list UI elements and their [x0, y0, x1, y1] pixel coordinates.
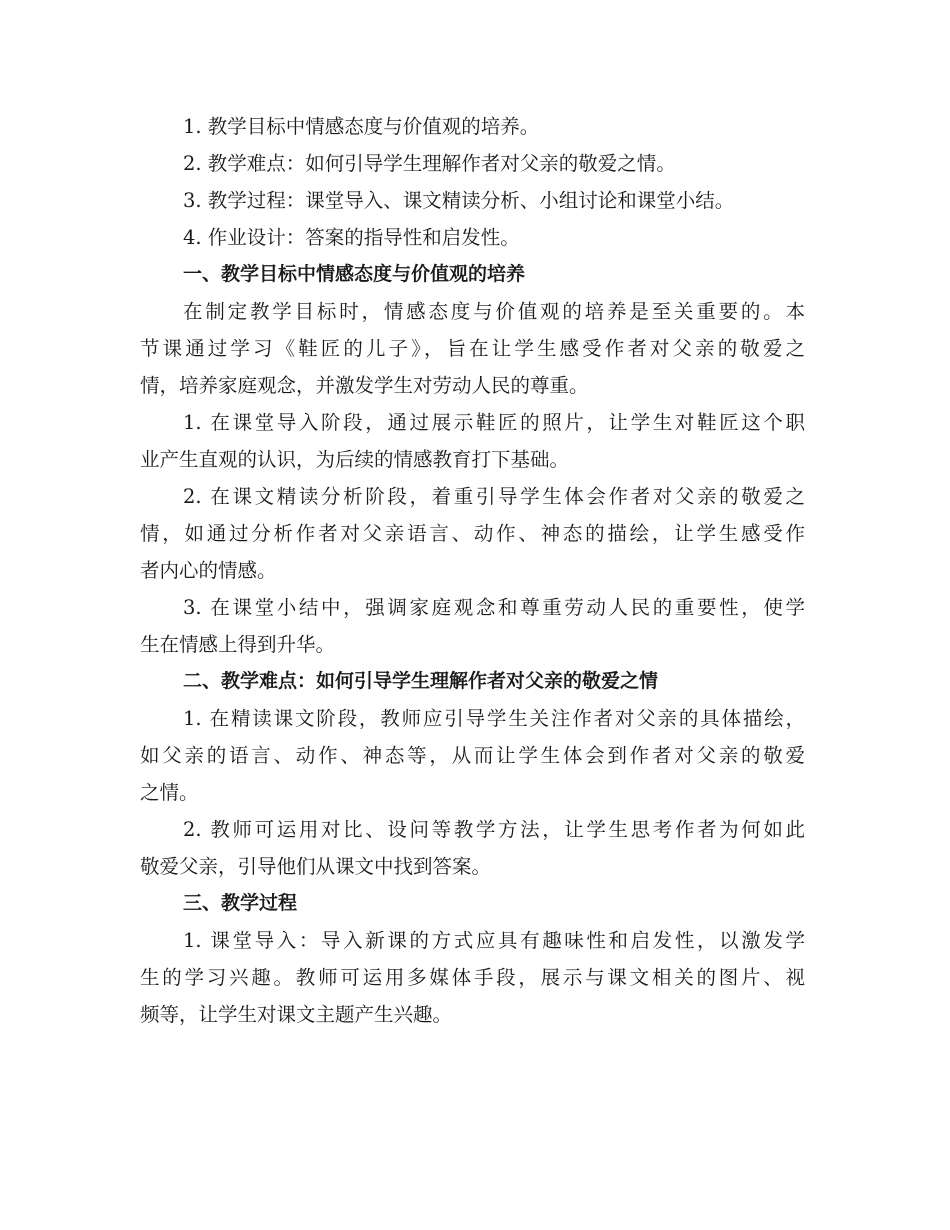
summary-item-4: 4. 作业设计：答案的指导性和启发性。 — [183, 226, 520, 249]
paragraph-line: 业产生直观的认识，为后续的情感教育打下基础。 — [140, 448, 570, 471]
paragraph-line: 生在情感上得到升华。 — [140, 633, 336, 656]
section-heading-3: 三、教学过程 — [183, 892, 298, 914]
paragraph-line: 2. 教师可运用对比、设问等教学方法，让学生思考作者为何如此 — [183, 818, 805, 841]
paragraph-line: 生的学习兴趣。教师可运用多媒体手段，展示与课文相关的图片、视 — [140, 966, 805, 989]
paragraph-line: 情，培养家庭观念，并激发学生对劳动人民的尊重。 — [140, 374, 589, 397]
paragraph-line: 1. 课堂导入：导入新课的方式应具有趣味性和启发性，以激发学 — [183, 929, 805, 952]
paragraph-line: 3. 在课堂小结中，强调家庭观念和尊重劳动人民的重要性，使学 — [183, 596, 805, 619]
paragraph-line: 2. 在课文精读分析阶段，着重引导学生体会作者对父亲的敬爱之 — [183, 485, 805, 508]
document-page — [140, 108, 805, 1033]
paragraph-line: 1. 在精读课文阶段，教师应引导学生关注作者对父亲的具体描绘， — [183, 707, 805, 730]
paragraph-line: 频等，让学生对课文主题产生兴趣。 — [140, 1003, 453, 1026]
paragraph-line: 情，如通过分析作者对父亲语言、动作、神态的描绘，让学生感受作 — [140, 522, 805, 545]
paragraph-line: 者内心的情感。 — [140, 559, 277, 582]
paragraph-line: 如父亲的语言、动作、神态等，从而让学生体会到作者对父亲的敬爱 — [140, 744, 805, 767]
paragraph-line: 节课通过学习《鞋匠的儿子》，旨在让学生感受作者对父亲的敬爱之 — [140, 337, 805, 360]
summary-item-2: 2. 教学难点：如何引导学生理解作者对父亲的敬爱之情。 — [183, 152, 676, 175]
section-heading-1: 一、教学目标中情感态度与价值观的培养 — [183, 263, 526, 285]
paragraph-line: 1. 在课堂导入阶段，通过展示鞋匠的照片，让学生对鞋匠这个职 — [183, 411, 805, 434]
summary-item-1: 1. 教学目标中情感态度与价值观的培养。 — [183, 115, 540, 138]
summary-item-3: 3. 教学过程：课堂导入、课文精读分析、小组讨论和课堂小结。 — [183, 189, 735, 212]
paragraph-line: 在制定教学目标时，情感态度与价值观的培养是至关重要的。本 — [183, 300, 805, 323]
paragraph-line: 敬爱父亲，引导他们从课文中找到答案。 — [140, 855, 492, 878]
section-heading-2: 二、教学难点：如何引导学生理解作者对父亲的敬爱之情 — [183, 670, 659, 692]
paragraph-line: 之情。 — [140, 781, 199, 804]
